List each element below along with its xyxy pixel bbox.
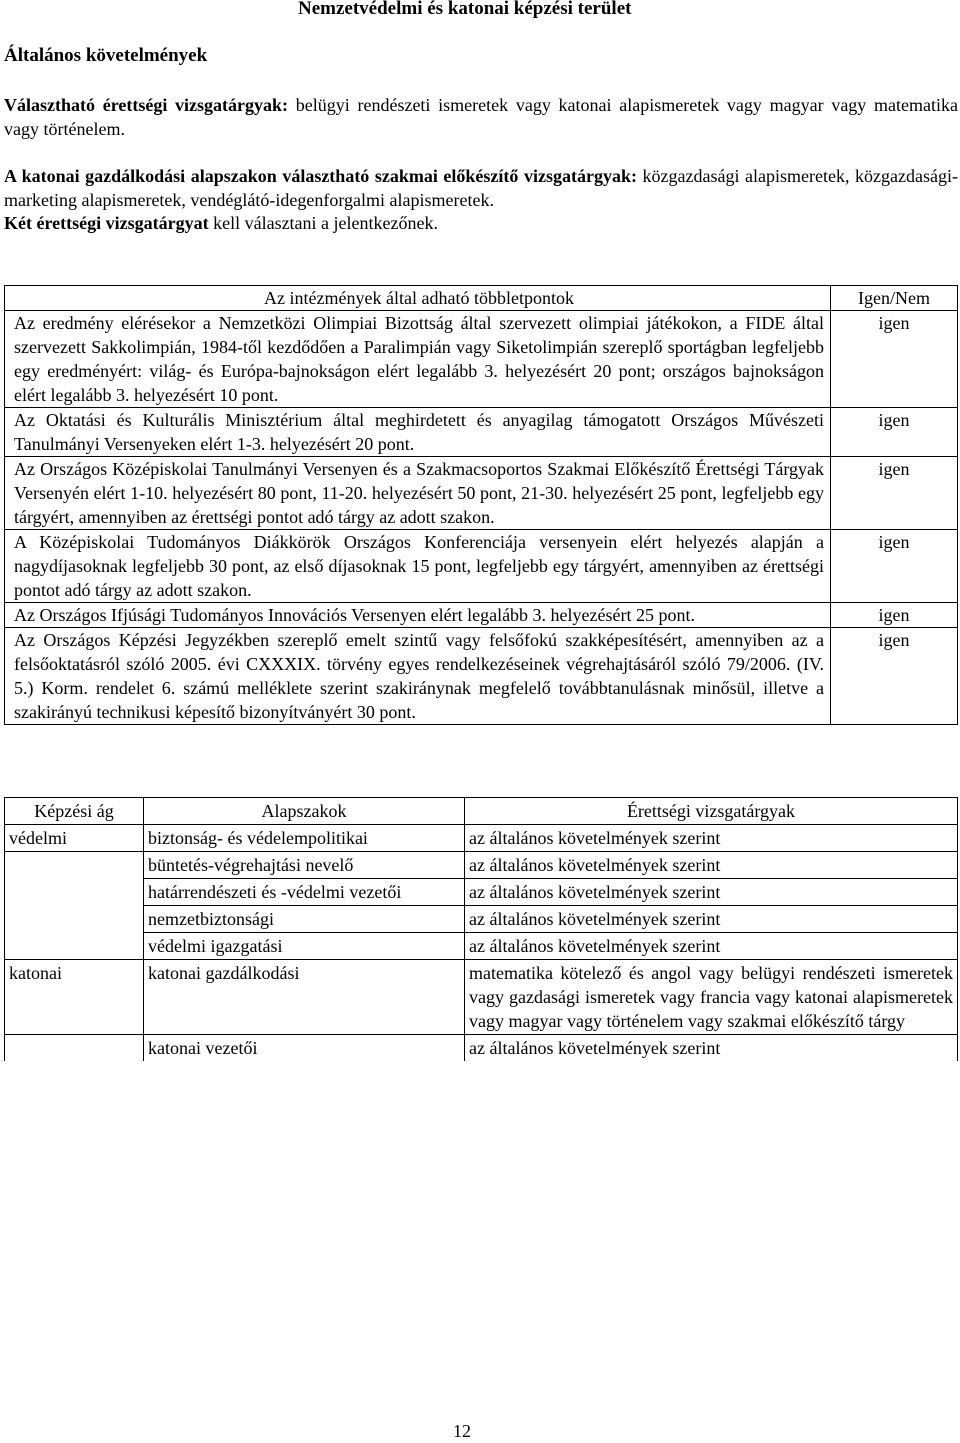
paragraph-professional-subjects xyxy=(4,164,958,212)
program-cell: katonai gazdálkodási xyxy=(144,960,465,1035)
paragraph-bold-lead: Választható érettségi vizsgatárgyak: xyxy=(4,95,289,115)
table-row xyxy=(5,603,958,628)
program-cell: határrendészeti és -védelmi vezetői xyxy=(144,879,465,906)
branch-cell xyxy=(5,933,144,960)
exam-cell: az általános követelmények szerint xyxy=(465,933,958,960)
table-row xyxy=(5,906,958,933)
program-cell: büntetés-végrehajtási nevelő xyxy=(144,852,465,879)
page-number: 12 xyxy=(453,1421,471,1441)
table-row xyxy=(5,879,958,906)
table-row xyxy=(5,628,958,725)
exam-cell: az általános követelmények szerint xyxy=(465,1035,958,1062)
bonus-description: Az Országos Képzési Jegyzékben szereplő emelt szintű vagy felsőfokú szakképesítésért, amennyiben az a felsőoktatásról szóló 2005. évi CXXXIX. törvény egyes rendelkezéseinek végrehajtásáról szóló 79/2006. (IV. 5.) Korm. rendelet 6. számú melléklete szerint szakiránynak megfelelő továbbtanulásnak minősül, illetve a szakirányú technikusi képesítő bizonyítványért 30 pont. xyxy=(5,628,831,725)
paragraph-text: belügyi rendészeti ismeretek vagy katonai alapismeretek vagy magyar vagy matematika vagy történelem. xyxy=(4,95,958,139)
column-header-program: Alapszakok xyxy=(144,798,465,825)
paragraph-subject-count xyxy=(4,211,958,235)
bonus-description: Az Országos Ifjúsági Tudományos Innovációs Versenyen elért legalább 3. helyezésért 25 pont. xyxy=(5,603,831,628)
column-header-bonus: Az intézmények által adható többletpontok xyxy=(5,286,831,311)
exam-cell: matematika kötelező és angol vagy belügyi rendészeti ismeretek vagy gazdasági ismeretek vagy francia vagy katonai alapismeretek vagy magyar vagy történelem vagy szakmai előkészítő tárgy xyxy=(465,960,958,1035)
bonus-description: Az Oktatási és Kulturális Minisztérium által meghirdetett és anyagilag támogatott Országos Művészeti Tanulmányi Versenyeken elért 1-3. helyezésért 20 pont. xyxy=(5,408,831,457)
table-row xyxy=(5,852,958,879)
branch-cell xyxy=(5,852,144,879)
table-row xyxy=(5,825,958,852)
program-cell: biztonság- és védelempolitikai xyxy=(144,825,465,852)
table-row xyxy=(5,457,958,530)
area-title: Nemzetvédelmi és katonai képzési terület xyxy=(298,0,632,19)
branch-cell: katonai xyxy=(5,960,144,1035)
table-row xyxy=(5,960,958,1035)
bonus-description: Az Országos Középiskolai Tanulmányi Versenyen és a Szakmacsoportos Szakmai Előkészítő Érettségi Tárgyak Versenyén elért 1-10. helyezésért 80 pont, 11-20. helyezésért 50 pont, 21-30. helyezésért 25 pont, legfeljebb egy tárgyért, amennyiben az érettségi pontot adó tárgy az adott szakon. xyxy=(5,457,831,530)
bonus-value: igen xyxy=(831,628,958,725)
program-cell: nemzetbiztonsági xyxy=(144,906,465,933)
programs-table xyxy=(4,797,958,1061)
bonus-points-table xyxy=(4,285,958,725)
program-cell: katonai vezetői xyxy=(144,1035,465,1062)
bonus-value: igen xyxy=(831,408,958,457)
branch-cell xyxy=(5,906,144,933)
program-cell: védelmi igazgatási xyxy=(144,933,465,960)
exam-cell: az általános követelmények szerint xyxy=(465,825,958,852)
branch-cell: védelmi xyxy=(5,825,144,852)
bonus-value: igen xyxy=(831,457,958,530)
paragraph-elective-subjects xyxy=(4,93,958,141)
bonus-value: igen xyxy=(831,311,958,408)
section-title: Általános követelmények xyxy=(4,45,208,66)
table-row xyxy=(5,408,958,457)
exam-cell: az általános követelmények szerint xyxy=(465,906,958,933)
paragraph-text: kell választani a jelentkezőnek. xyxy=(208,213,438,233)
branch-cell xyxy=(5,879,144,906)
bonus-value: igen xyxy=(831,530,958,603)
table-header-row xyxy=(5,798,958,825)
paragraph-text: közgazdasági alapismeretek, közgazdasági-marketing alapismeretek, vendéglátó-idegenforgalmi alapismeretek. xyxy=(4,166,958,210)
table-row xyxy=(5,933,958,960)
table-row xyxy=(5,311,958,408)
table-row xyxy=(5,1035,958,1062)
column-header-branch: Képzési ág xyxy=(5,798,144,825)
bonus-value: igen xyxy=(831,603,958,628)
column-header-exam: Érettségi vizsgatárgyak xyxy=(465,798,958,825)
table-row xyxy=(5,530,958,603)
bonus-description: A Középiskolai Tudományos Diákkörök Országos Konferenciája versenyein elért helyezés alapján a nagydíjasoknak legfeljebb 30 pont, az első díjasoknak 15 pont, legfeljebb egy tárgyért, amennyiben az érettségi pontot adó tárgy az adott szakon. xyxy=(5,530,831,603)
column-header-yes-no: Igen/Nem xyxy=(831,286,958,311)
bonus-description: Az eredmény elérésekor a Nemzetközi Olimpiai Bizottság által szervezett olimpiai játékokon, a FIDE által szervezett Sakkolimpián, 1984-től kezdődően a Paralimpián vagy Siketolimpián szereplő sportágban legfeljebb egy eredményért: világ- és Európa-bajnokságon elért legalább 3. helyezésért 20 pont; országos bajnokságon elért legalább 3. helyezésért 10 pont. xyxy=(5,311,831,408)
exam-cell: az általános követelmények szerint xyxy=(465,852,958,879)
paragraph-bold-lead: A katonai gazdálkodási alapszakon választható szakmai előkészítő vizsgatárgyak: xyxy=(4,166,637,186)
table-header-row xyxy=(5,286,958,311)
branch-cell xyxy=(5,1035,144,1062)
paragraph-bold-lead: Két érettségi vizsgatárgyat xyxy=(4,213,209,233)
exam-cell: az általános követelmények szerint xyxy=(465,879,958,906)
